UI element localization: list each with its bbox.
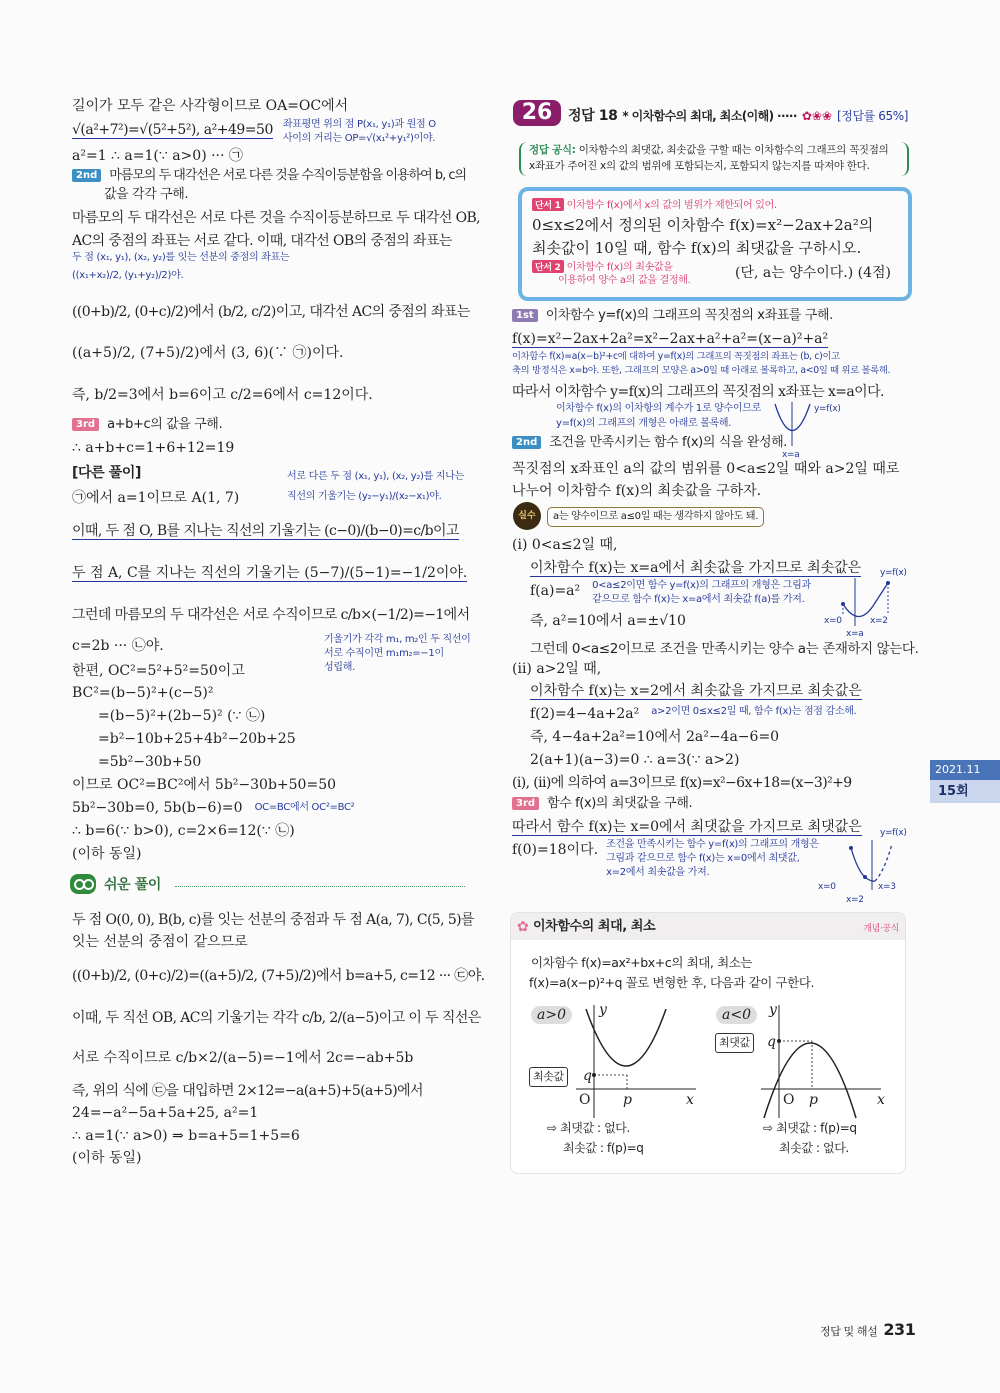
y-label: y [769,1002,777,1018]
q-label: q [767,1034,776,1050]
problem-text: 0≤x≤2에서 정의된 이차함수 f(x)=x²−2ax+2a²의 [532,216,874,234]
concept-text: 이차함수 f(x)=ax²+bx+c의 최대, 최소는 [531,955,753,970]
graph-label: x=a [782,450,800,460]
note: 이차함수 f(x)의 이차항의 계수가 1로 양수이므로 [556,403,761,414]
page-number: 231 [883,1320,916,1339]
min-label: 최솟값 [529,1067,568,1087]
note: 사이의 거리는 OP=√(x₁²+y₁²)이야. [282,133,436,144]
step-text: 이차함수 y=f(x)의 그래프의 꼭짓점의 x좌표를 구해. [545,308,833,323]
equation: 즉, 위의 식에 ㉢을 대입하면 2×12=−a(a+5)+5(a+5)에서 [72,1083,423,1099]
text-line: 길이가 모두 같은 사각형이므로 OA=OC에서 [72,98,349,114]
graph-label: y=f(x) [814,404,841,414]
note: 축의 방정식은 x=b야. 또한, 그래프의 모양은 a>0일 때 아래로 볼록하고, a<0일 때 위로 볼록해. [512,365,891,376]
step-text: 값을 각각 구해. [104,187,189,202]
concept-tag: 개념·공식 [863,924,899,934]
result-text: ⇨ 최댓값 : 없다. [547,1121,630,1135]
note: 이차함수 f(x)=a(x−b)²+c에 대하여 y=f(x)의 그래프의 꼭짓점의 좌표는 (b, c)이고 [512,351,840,362]
equation: 따라서 이차함수 y=f(x)의 그래프의 꼭짓점의 x좌표는 x=a이다. [512,384,884,400]
formula-label: 정답 공식: [529,144,576,156]
x-label: x [877,1092,885,1108]
origin-label: O [579,1092,591,1108]
note: 서로 수직이면 m₁m₂=−1이 [324,648,444,659]
note: 두 점 (x₁, y₁), (x₂, y₂)를 잇는 선분의 중점의 좌표는 [72,252,290,263]
hint-badge: 단서 1 [532,198,564,211]
text-line: 두 점 O(0, 0), B(b, c)를 잇는 선분의 중점과 두 점 A(a, 7), C(5, 5)를 [72,912,474,928]
alt-solution-title: [다른 풀이] [72,465,141,481]
topic: * 이차함수의 최대, 최소(이해) ····· [622,109,797,123]
text-line: (이하 동일) [72,1150,142,1166]
graph-label: x=0 [824,616,842,626]
note: 서로 다른 두 점 (x₁, y₁), (x₂, y₂)를 지나는 [287,471,464,482]
flower-icon: ✿ [517,919,529,935]
mistake-bubble: a는 양수이므로 a≤0일 때는 생각하지 않아도 돼. [547,507,764,527]
concept-text: f(x)=a(x−p)²+q 꼴로 변형한 후, 다음과 같이 구한다. [529,975,815,990]
note: 좌표평면 위의 점 P(x₁, y₁)과 원점 O [282,119,436,130]
hint-text: 이차함수 f(x)의 최솟값을 [566,262,673,273]
text-line: (i) 0<a≤2일 때, [512,537,618,553]
text-line: 마름모의 두 대각선은 서로 다른 것을 수직이등분하므로 두 대각선 OB, [72,210,481,226]
text-line: 이차함수 f(x)는 x=2에서 최솟값을 가지므로 최솟값은 [530,683,862,699]
graph-label: x=a [846,629,864,639]
step-badge: 2nd [512,436,541,449]
p-label: p [623,1092,632,1108]
step-badge: 3rd [512,797,539,810]
equation: f(2)=4−4a+2a² [530,706,640,722]
text-line: 따라서 함수 f(x)는 x=0에서 최댓값을 가지므로 최댓값은 [512,819,862,835]
step-text: 마름모의 두 대각선은 서로 다른 것을 수직이등분함을 이용하여 b, c의 [109,168,467,183]
note: 성립해. [324,662,355,673]
step-text: 함수 f(x)의 최댓값을 구해. [547,796,693,811]
concept-title: 이차함수의 최대, 최소 [533,919,656,934]
step-text: a+b+c의 값을 구해. [107,417,223,432]
note: 직선의 기울기는 (y₂−y₁)/(x₂−x₁)야. [287,491,442,502]
text-line: 나누어 이차함수 f(x)의 최솟값을 구하자. [512,483,762,499]
x-label: x [686,1092,694,1108]
problem-text: 최솟값이 10일 때, 함수 f(x)의 최댓값을 구하시오. [532,239,862,257]
graph-label: y=f(x) [880,568,907,578]
problem-number: 26 [513,100,561,126]
p-label: p [809,1092,818,1108]
mistake-badge: 실수 [513,502,541,530]
equation: ((0+b)/2, (0+c)/2)=((a+5)/2, (7+5)/2)에서 b=a+5, c=12 ··· ㉢야. [72,968,485,984]
equation: 즉, a²=10에서 a=±√10 [530,613,686,629]
formula-text: x좌표가 주어진 x의 값의 범위에 포함되는지, 포함되지 않는지를 따져야 한다. [529,160,870,172]
equation: 2(a+1)(a−3)=0 ∴ a=3(∵ a>2) [530,752,740,768]
equation: =b²−10b+25+4b²−20b+25 [98,731,296,747]
formula-text: 이차함수의 최댓값, 최솟값을 구할 때는 이차함수의 그래프의 꼭짓점의 [578,144,889,156]
result-text: ⇨ 최댓값 : f(p)=q [763,1121,857,1135]
condition-a-negative: a<0 [716,1006,757,1024]
note: 0<a≤2이면 함수 y=f(x)의 그래프의 개형은 그림과 [592,580,811,591]
difficulty-stars: ✿❀❀ [801,109,832,123]
hint-text: 이용하여 양수 a의 값을 결정해. [558,275,691,286]
q-label: q [583,1068,592,1084]
side-tab-date: 2021.11 [930,760,1000,780]
concept-box [510,912,906,1174]
equation: BC²=(b−5)²+(c−5)² [72,685,214,701]
note: x=2에서 최솟값을 가져. [606,867,710,878]
y-label: y [599,1002,607,1018]
hint-text: 이차함수 f(x)에서 x의 값의 범위가 제한되어 있어. [566,200,777,211]
note: 조건을 만족시키는 함수 y=f(x)의 그래프의 개형은 [606,839,819,850]
graph-label: x=2 [846,895,864,905]
equation: ㉠에서 a=1이므로 A(1, 7) [72,490,240,506]
equation: 5b²−30b=0, 5b(b−6)=0 [72,800,243,816]
problem-condition: (단, a는 양수이다.) (4점) [735,265,892,281]
step-text: 조건을 만족시키는 함수 f(x)의 식을 완성해. [549,435,787,450]
equation: c=2b ··· ㉡야. [72,638,164,654]
step-badge: 3rd [72,418,99,431]
text-line: 그런데 0<a≤2이므로 조건을 만족시키는 양수 a는 존재하지 않는다. [530,641,919,657]
graph-label: x=2 [870,616,888,626]
equation: ∴ a=1(∵ a>0) ⇒ b=a+5=1+5=6 [72,1128,300,1144]
equation: √(a²+7²)=√(5²+5²), a²+49=50 [72,122,273,138]
equation: 24=−a²−5a+5a+25, a²=1 [72,1105,259,1121]
equation: ∴ b=6(∵ b>0), c=2×6=12(∵ ㉡) [72,823,295,839]
equation: 즉, 4−4a+2a²=10에서 2a²−4a−6=0 [530,729,780,745]
equation: ((0+b)/2, (0+c)/2)에서 (b/2, c/2)이고, 대각선 AC의 중점의 좌표는 [72,304,470,320]
note: ((x₁+x₂)/2, (y₁+y₂)/2)야. [72,270,184,281]
result-text: 최솟값 : f(p)=q [563,1141,644,1155]
equation: 서로 수직이므로 c/b×2/(a−5)=−1에서 2c=−ab+5b [72,1050,414,1066]
formula-box [519,142,909,176]
note: y=f(x)의 그래프의 개형은 아래로 볼록해. [556,418,732,429]
graph-label: y=f(x) [880,828,907,838]
equation: =5b²−30b+50 [98,754,202,770]
equation: 이때, 두 점 O, B를 지나는 직선의 기울기는 (c−0)/(b−0)=c/b이고 [72,523,459,539]
easy-solution-title: 쉬운 풀이 [104,877,161,893]
equation: 두 점 A, C를 지나는 직선의 기울기는 (5−7)/(5−1)=−1/2이야. [72,565,468,581]
equation: ∴ a+b+c=1+6+12=19 [72,440,235,456]
equation: 한편, OC²=5²+5²=50이고 [72,663,245,679]
graph-label: x=3 [878,882,896,892]
step-badge: 1st [512,309,538,322]
equation: a²=1 ∴ a=1(∵ a>0) ··· ㉠ [72,148,243,164]
parabola-graph-downward [756,1003,896,1123]
origin-label: O [783,1092,795,1108]
equation: f(0)=18이다. [512,842,599,858]
equation: 즉, b/2=3에서 b=6이고 c/2=6에서 c=12이다. [72,387,373,403]
equation: ((a+5)/2, (7+5)/2)에서 (3, 6)(∵ ㉠)이다. [72,345,344,361]
text-line: AC의 중점의 좌표는 서로 같다. 이때, 대각선 OB의 중점의 좌표는 [72,233,452,249]
divider [175,886,465,887]
hint-badge: 단서 2 [532,260,564,273]
equation: 그런데 마름모의 두 대각선은 서로 수직이므로 c/b×(−1/2)=−1에서 [72,607,470,623]
text-line: (ii) a>2일 때, [512,661,602,677]
answer: 정답 18 [568,108,618,124]
note: 같으므로 함수 f(x)는 x=a에서 최솟값 f(a)를 가져. [592,594,805,605]
note: 기울기가 각각 m₁, m₂인 두 직선이 [324,634,471,645]
text-line: 꼭짓점의 x좌표인 a의 값의 범위를 0<a≤2일 때와 a>2일 때로 [512,461,900,477]
note: OC=BC에서 OC²=BC² [254,802,355,813]
graph-label: x=0 [818,882,836,892]
text-line: 이차함수 f(x)는 x=a에서 최솟값을 가지므로 최솟값은 [530,560,862,576]
note: a>2이면 0≤x≤2일 때, 함수 f(x)는 점점 감소해. [651,706,857,717]
glasses-icon [70,874,96,894]
step-badge: 2nd [72,169,101,182]
side-tab-round[interactable]: 15회 [930,780,1000,803]
correct-rate: [정답률 65%] [837,109,909,123]
equation: f(a)=a² [530,583,581,599]
equation: 이때, 두 직선 OB, AC의 기울기는 각각 c/b, 2/(a−5)이고 이 두 직선은 [72,1010,481,1026]
text-line: 잇는 선분의 중점이 같으므로 [72,934,248,950]
equation: (i), (ii)에 의하여 a=3이므로 f(x)=x²−6x+18=(x−3)²+9 [512,775,852,791]
result-text: 최솟값 : 없다. [779,1141,849,1155]
text-line: (이하 동일) [72,846,142,862]
max-label: 최댓값 [715,1033,754,1053]
condition-a-positive: a>0 [531,1006,572,1024]
note: 그림과 같으므로 함수 f(x)는 x=0에서 최댓값, [606,853,800,864]
equation: 이므로 OC²=BC²에서 5b²−30b+50=50 [72,777,337,793]
equation: f(x)=x²−2ax+2a²=x²−2ax+a²+a²=(x−a)²+a² [512,331,829,347]
equation: =(b−5)²+(2b−5)² (∵ ㉡) [98,708,266,724]
footer-label: 정답 및 해설 [820,1325,878,1338]
